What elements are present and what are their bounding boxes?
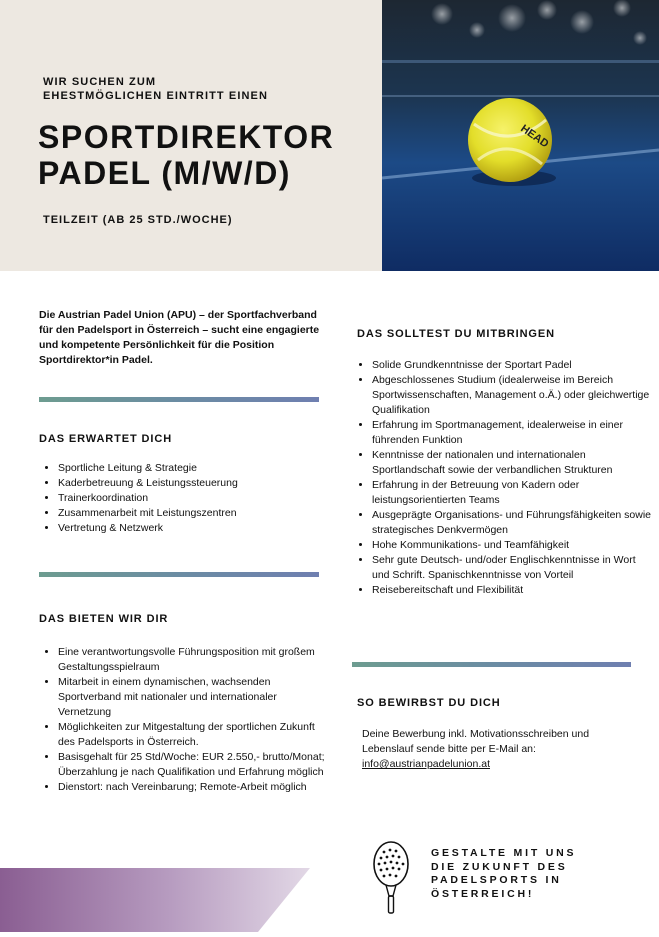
- offer-item: • Basisgehalt für 25 Std/Woche: EUR 2.550,- brutto/Monat; Überzahlung je nach Qualifikation und Erfahrung möglich: [58, 750, 328, 780]
- requirements-item: • Erfahrung in der Betreuung von Kadern oder leistungsorientierten Teams: [372, 478, 652, 508]
- slogan-line1: GESTALTE MIT UNS: [431, 847, 577, 859]
- requirements-heading: DAS SOLLTEST DU MITBRINGEN: [357, 328, 555, 340]
- divider-2: [39, 572, 319, 577]
- page-title-line2: PADEL (M/W/D): [38, 155, 291, 191]
- offer-list: [39, 645, 328, 795]
- offer-heading: DAS BIETEN WIR DIR: [39, 613, 169, 625]
- divider-3: [352, 662, 631, 667]
- slogan-line2: DIE ZUKUNFT DES: [431, 860, 568, 873]
- divider-1: [39, 397, 319, 402]
- intro-text: Die Austrian Padel Union (APU) – der Sportfachverband für den Padelsport in Österreich – sucht eine engagierte und kompetente Persönlichkeit für die Position Sportdirektor*in Padel.: [39, 309, 320, 366]
- page-title: [38, 119, 334, 191]
- header-subtitle: [43, 75, 268, 103]
- requirements-item: • Hohe Kommunikations- und Teamfähigkeit: [372, 538, 652, 553]
- offer-item: • Mitarbeit in einem dynamischen, wachsenden Sportverband mit nationaler und internationaler Vernetzung: [58, 675, 328, 720]
- expect-list: [39, 461, 338, 536]
- requirements-list: [353, 358, 652, 598]
- ball-brand-text: HEAD: [518, 122, 551, 151]
- slogan: [431, 847, 576, 901]
- requirements-item: • Abgeschlossenes Studium (idealerweise im Bereich Sportwissenschaften, Management o.Ä.) oder gleichwertige Qualifikation: [372, 373, 652, 418]
- expect-item: • Kaderbetreuung & Leistungssteuerung: [58, 476, 338, 491]
- offer-item: • Möglichkeiten zur Mitgestaltung der sportlichen Zukunft des Padelsports in Österreich.: [58, 720, 328, 750]
- slogan-line4: ÖSTERREICH!: [431, 887, 535, 900]
- offer-item: • Dienstort: nach Vereinbarung; Remote-Arbeit möglich: [58, 780, 328, 795]
- padel-ball-image: [382, 0, 659, 271]
- requirements-item: • Solide Grundkenntnisse der Sportart Padel: [372, 358, 652, 373]
- requirements-item: • Ausgeprägte Organisations- und Führungsfähigkeiten sowie strategisches Denkvermögen: [372, 508, 652, 538]
- requirements-item: • Erfahrung im Sportmanagement, idealerweise in einer führenden Funktion: [372, 418, 652, 448]
- requirements-item: • Reisebereitschaft und Flexibilität: [372, 583, 652, 598]
- padel-ball-photo: [382, 0, 659, 271]
- requirements-item: • Sehr gute Deutsch- und/oder Englischkenntnisse in Wort und Schrift. Spanischkenntnisse von Vorteil: [372, 553, 652, 583]
- apply-heading: SO BEWIRBST DU DICH: [357, 697, 501, 709]
- padel-racket-icon: [369, 838, 419, 916]
- email-link[interactable]: info@austrianpadelunion.at: [362, 758, 490, 770]
- employment-type: TEILZEIT (AB 25 STD./WOCHE): [43, 214, 233, 226]
- apply-section: [362, 727, 632, 772]
- offer-item: • Eine verantwortungsvolle Führungsposition mit großem Gestaltungsspielraum: [58, 645, 328, 675]
- expect-item: • Sportliche Leitung & Strategie: [58, 461, 338, 476]
- expect-heading: DAS ERWARTET DICH: [39, 433, 173, 445]
- header-subtitle-line2: EHESTMÖGLICHEN EINTRITT EINEN: [43, 90, 269, 102]
- page-title-line1: SPORTDIREKTOR: [38, 119, 335, 155]
- slogan-line3: PADELSPORTS IN: [431, 874, 562, 886]
- expect-item: • Trainerkoordination: [58, 491, 338, 506]
- header-subtitle-line1: WIR SUCHEN ZUM: [43, 76, 157, 88]
- expect-item: • Zusammenarbeit mit Leistungszentren: [58, 506, 338, 521]
- corner-decoration: [0, 868, 310, 932]
- apply-text: Deine Bewerbung inkl. Motivationsschreiben und Lebenslauf sende bitte per E-Mail an:: [362, 728, 590, 755]
- requirements-item: • Kenntnisse der nationalen und internationalen Sportlandschaft sowie der verbandlichen Strukturen: [372, 448, 652, 478]
- expect-item: • Vertretung & Netzwerk: [58, 521, 338, 536]
